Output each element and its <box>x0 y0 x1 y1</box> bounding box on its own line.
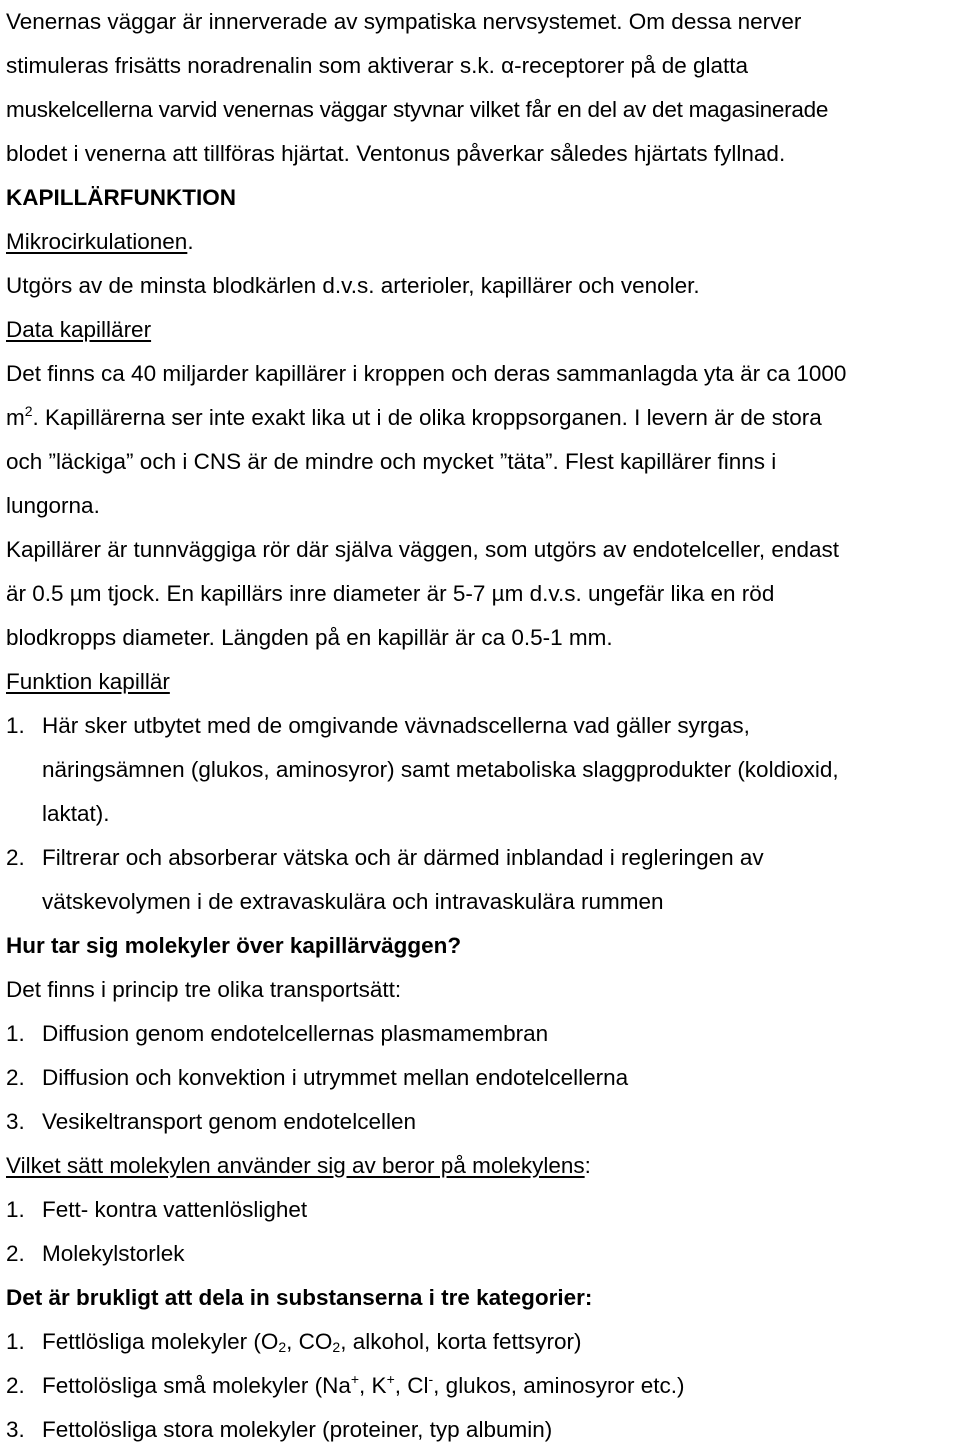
text-line: och ”läckiga” och i CNS är de mindre och mycket ”täta”. Flest kapillärer finns i <box>6 449 777 474</box>
subheading-data <box>0 308 960 352</box>
kategori-list <box>0 1320 960 1452</box>
funktion-list <box>0 704 960 924</box>
list-text: Fettolösliga små molekyler (Na+, K+, Cl-, glukos, aminosyror etc.) <box>42 1371 685 1398</box>
question-heading: Hur tar sig molekyler över kapillärväggen? <box>6 933 462 958</box>
list-number: 2. <box>6 845 25 870</box>
list-text: Fett- kontra vattenlöslighet <box>42 1197 308 1222</box>
text-line: blodet i venerna att tillföras hjärtat. Ventonus påverkar således hjärtats fyllnad. <box>6 141 786 166</box>
list-text: Diffusion genom endotelcellernas plasmamembran <box>42 1021 549 1046</box>
list-text: Här sker utbytet med de omgivande vävnadscellerna vad gäller syrgas, <box>42 713 750 738</box>
text-line: Utgörs av de minsta blodkärlen d.v.s. arterioler, kapillärer och venoler. <box>6 273 700 298</box>
subheading-label: Funktion kapillär <box>6 669 170 694</box>
list-item <box>0 1012 960 1056</box>
transport-list <box>0 1012 960 1144</box>
list-text: laktat). <box>42 801 110 826</box>
kategori-heading: Det är brukligt att dela in substanserna i tre kategorier: <box>6 1285 593 1310</box>
list-item-continuation <box>0 748 960 792</box>
text-line: stimuleras frisätts noradrenalin som aktiverar s.k. α-receptorer på de glatta <box>6 53 749 78</box>
list-text: Fettolösliga stora molekyler (proteiner, typ albumin) <box>42 1417 553 1442</box>
list-text: Diffusion och konvektion i utrymmet mellan endotelcellerna <box>42 1065 629 1090</box>
text-line: Det finns i princip tre olika transportsätt: <box>6 977 402 1002</box>
text-line: blodkropps diameter. Längden på en kapillär är ca 0.5-1 mm. <box>6 625 613 650</box>
list-text: vätskevolymen i de extravaskulära och intravaskulära rummen <box>42 889 664 914</box>
subheading-label: Vilket sätt molekylen använder sig av beror på molekylens <box>6 1153 585 1178</box>
list-item <box>0 1100 960 1144</box>
list-text: Vesikeltransport genom endotelcellen <box>42 1109 416 1134</box>
list-number: 1. <box>6 1021 25 1046</box>
list-item <box>0 1188 960 1232</box>
list-text: Fettlösliga molekyler ($O_2$, $CO_2$, alkohol, korta fettsyror) <box>42 1329 582 1355</box>
list-text: Molekylstorlek <box>42 1241 185 1266</box>
list-number: 2. <box>6 1241 25 1266</box>
list-text: Filtrerar och absorberar vätska och är därmed inblandad i regleringen av <box>42 845 764 870</box>
list-item <box>0 836 960 880</box>
text-line: $m^2$. Kapillärerna ser inte exakt lika ut i de olika kroppsorganen. I levern är de stora <box>6 403 822 430</box>
list-item <box>0 1364 960 1408</box>
list-number: 2. <box>6 1373 25 1398</box>
list-number: 3. <box>6 1109 25 1134</box>
list-item <box>0 1232 960 1276</box>
list-item <box>0 1056 960 1100</box>
text-line: Venernas väggar är innerverade av sympatiska nervsystemet. Om dessa nerver <box>6 9 802 34</box>
list-number: 1. <box>6 1329 25 1354</box>
subheading-label: Data kapillärer <box>6 317 152 342</box>
wall-paragraph <box>0 528 960 660</box>
subheading-label: Mikrocirkulationen <box>6 229 188 254</box>
list-number: 3. <box>6 1417 25 1442</box>
subheading-funktion <box>0 660 960 704</box>
subheading-vilket: Vilket sätt molekylen använder sig av beror på molekylens: <box>6 1153 591 1178</box>
list-item <box>0 1320 960 1364</box>
list-item <box>0 1408 960 1452</box>
text-line: Kapillärer är tunnväggiga rör där själva väggen, som utgörs av endotelceller, endast <box>6 537 839 562</box>
text-line: Det finns ca 40 miljarder kapillärer i kroppen och deras sammanlagda yta är ca 1000 <box>6 361 847 386</box>
list-number: 1. <box>6 1197 25 1222</box>
list-number: 1. <box>6 713 25 738</box>
list-item <box>0 704 960 748</box>
list-item-continuation <box>0 792 960 836</box>
list-text: näringsämnen (glukos, aminosyror) samt metaboliska slaggprodukter (koldioxid, <box>42 757 839 782</box>
data-paragraph <box>0 352 960 528</box>
list-item-continuation <box>0 880 960 924</box>
text-line: muskelcellerna varvid venernas väggar styvnar vilket får en del av det magasinerade <box>6 97 829 122</box>
subheading-mikrocirkulation: Mikrocirkulationen. <box>6 229 194 254</box>
text-line: lungorna. <box>6 493 100 518</box>
section-heading: KAPILLÄRFUNKTION <box>6 185 236 210</box>
intro-paragraph <box>0 0 960 176</box>
list-number: 2. <box>6 1065 25 1090</box>
text-line: är 0.5 µm tjock. En kapillärs inre diameter är 5-7 µm d.v.s. ungefär lika en röd <box>6 581 775 606</box>
vilket-list <box>0 1188 960 1276</box>
